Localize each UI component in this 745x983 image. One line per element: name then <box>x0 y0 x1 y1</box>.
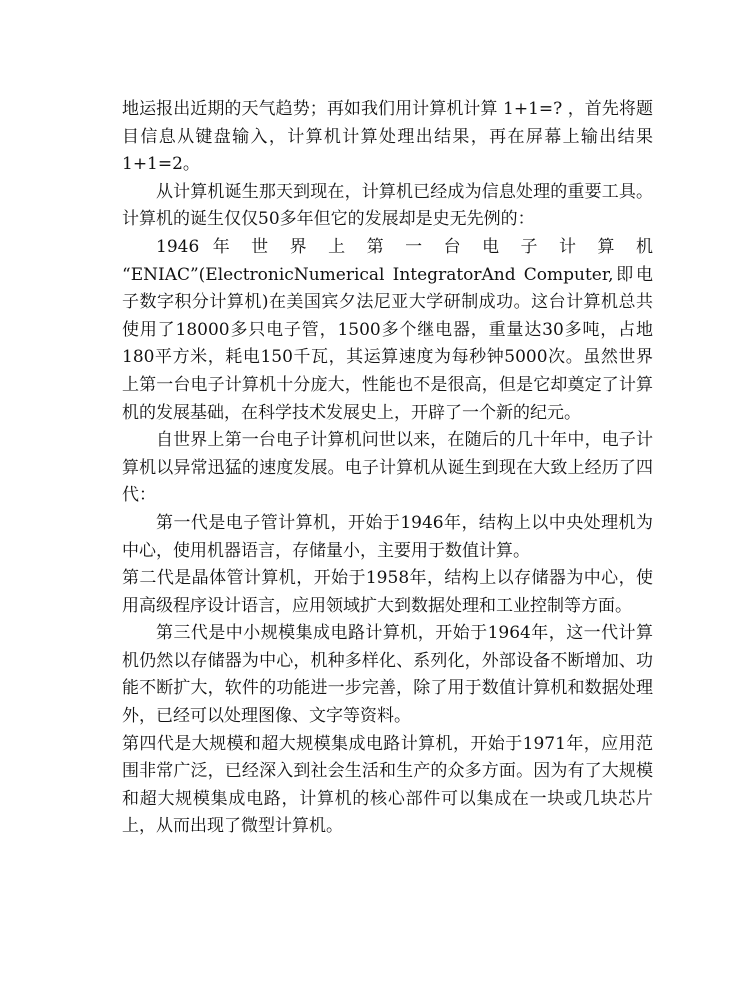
paragraph-third-generation: 第三代是中小规模集成电路计算机，开始于1964年，这一代计算机仍然以存储器为中心，机种多样化、系列化，外部设备不断增加、功能不断扩大，软件的功能进一步完善，除了用于数值计算机和数据处理外，已经可以处理图像、文字等资料。 <box>122 623 653 727</box>
paragraph-four-generations-intro: 自世界上第一台电子计算机问世以来，在随后的几十年中，电子计算机以异常迅猛的速度发展。电子计算机从诞生到现在大致上经历了四代： <box>122 430 653 506</box>
paragraph-weather-example: 地运报出近期的天气趋势；再如我们用计算机计算 1+1=? ，首先将题目信息从键盘输入，计算机计算处理出结果，再在屏幕上输出结果 1+1=2。 <box>122 99 653 175</box>
paragraph-second-generation: 第二代是晶体管计算机，开始于1958年，结构上以存储器为中心，使用高级程序设计语言，应用领域扩大到数据处理和工业控制等方面。 <box>122 568 653 616</box>
paragraph-eniac-description: “ENIAC”(ElectronicNumerical IntegratorAnd Computer,即电子数字积分计算机)在美国宾夕法尼亚大学研制成功。这台计算机总共使用了18000多只电子管，1500多个继电器，重量达30多吨，占地180平方米，耗电150千瓦，其运算速度为每秒钟5000次。虽然世界上第一台电子计算机十分庞大，性能也不是很高，但是它却奠定了计算机的发展基础，在科学技术发展史上，开辟了一个新的纪元。 <box>122 264 653 423</box>
document-body <box>122 96 653 841</box>
paragraph-computer-history-intro: 从计算机诞生那天到现在，计算机已经成为信息处理的重要工具。计算机的诞生仅仅50多年但它的发展却是史无先例的： <box>122 181 653 230</box>
paragraph-first-generation: 第一代是电子管计算机，开始于1946年，结构上以中央处理机为中心，使用机器语言，存储量小，主要用于数值计算。 <box>122 512 653 561</box>
paragraph-eniac-heading-line: 1946 年 世 界 上 第 一 台 电 子 计 算 机 <box>156 236 653 257</box>
paragraph-fourth-generation: 第四代是大规模和超大规模集成电路计算机，开始于1971年，应用范围非常广泛，已经深入到社会生活和生产的众多方面。因为有了大规模和超大规模集成电路，计算机的核心部件可以集成在一块或几块芯片上，从而出现了微型计算机。 <box>122 733 653 837</box>
